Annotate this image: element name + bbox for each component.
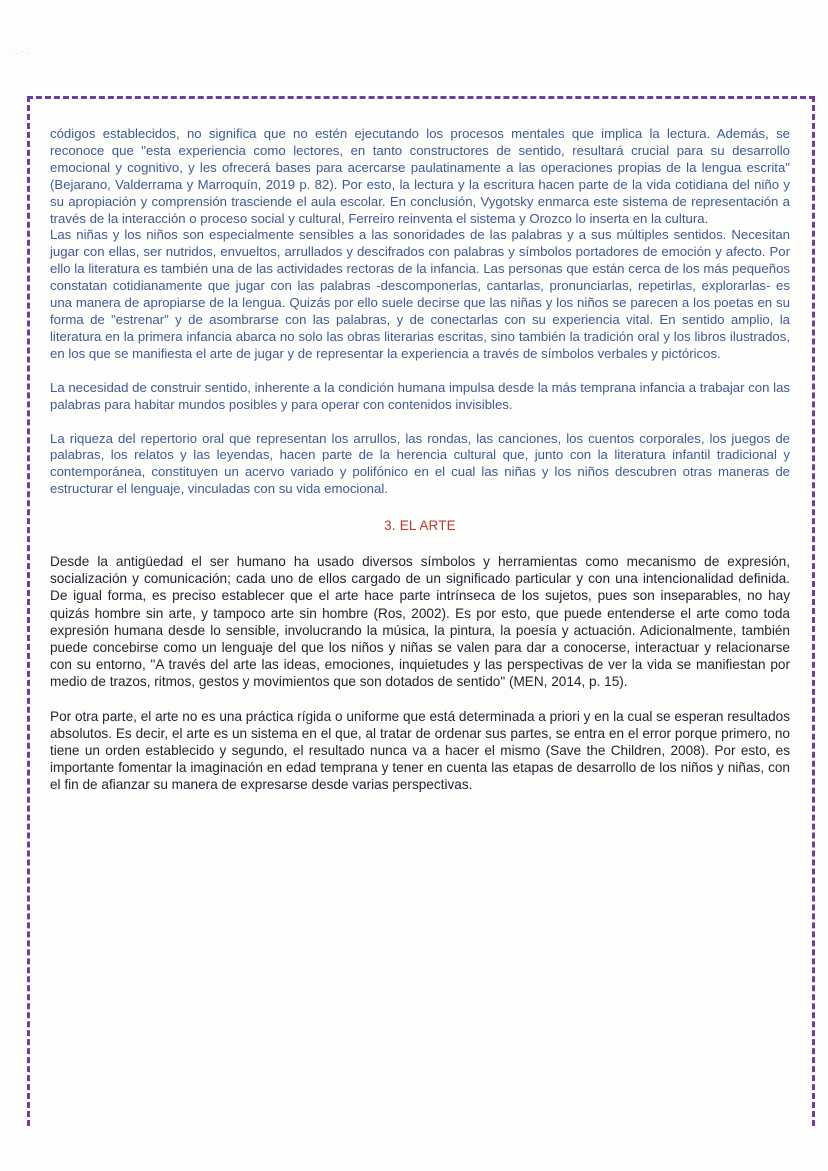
paragraph-children-sensitivity: Las niñas y los niños son especialmente sensibles a las sonoridades de las palabras y a sus múltiples sentidos. Necesitan jugar con ellas, ser nutridos, envueltos, arrullados y descifrados con palabras y símbolos portadores de emoción y afecto. Por ello la literatura es también una de las actividades rectoras de la infancia. Las personas que están cerca de los más pequeños constatan cotidianamente que jugar con las palabras -descomponerlas, cantarlas, pronunciarlas, repetirlas, explorarlas- es una manera de apropiarse de la lengua. Quizás por ello suele decirse que las niñas y los niños se parecen a los poetas en su forma de "estrenar" y de asombrarse con las palabras, y de conectarlas con su experiencia vital. En sentido amplio, la literatura en la primera infancia abarca no solo las obras literarias escritas, sino también la tradición oral y los libros ilustrados, en los que se manifiesta el arte de jugar y de representar la experiencia a través de símbolos verbales y pictóricos. (50, 227, 790, 361)
paragraph-gap (50, 691, 790, 708)
paragraph-art-antiquity: Desde la antigüedad el ser humano ha usado diversos símbolos y herramientas como mecanismo de expresión, socialización y comunicación; cada uno de ellos cargado de un significado particular y con una intencionalidad definida. De igual forma, es preciso establecer que el arte hace parte intrínseca de los sujetos, pues son inseparables, no hay quizás hombre sin arte, y tampoco arte sin hombre (Ros, 2002). Es por esto, que puede entenderse el arte como toda expresión humana desde lo sensible, involucrando la música, la pintura, la poesía y actuación. Adicionalmente, también puede concebirse como un lenguaje del que los niños y niñas se valen para dar a conocerse, interactuar y relacionarse con su entorno, "A través del arte las ideas, emociones, inquietudes y las perspectivas de ver la vida se manifiestan por medio de trazos, ritmos, gestos y movimientos que son dotados de sentido" (MEN, 2014, p. 15). (50, 554, 790, 690)
document-body (50, 126, 790, 794)
paragraph-construct-meaning: La necesidad de construir sentido, inherente a la condición humana impulsa desde la más temprana infancia a trabajar con las palabras para habitar mundos posibles y para operar con contenidos invisibles. (50, 379, 790, 412)
paragraph-art-not-rigid: Por otra parte, el arte no es una práctica rígida o uniforme que está determinada a priori y en la cual se esperan resultados absolutos. Es decir, el arte es un sistema en el que, al tratar de ordenar sus partes, se entra en el error porque primero, no tiene un orden establecido y segundo, el resultado nunca va a hacer el mismo (Save the Children, 2008). Por esto, es importante fomentar la imaginación en edad temprana y tener en cuenta las etapas de desarrollo de los niños y niñas, con el fin de afianzar su manera de expresarse desde varias perspectivas. (50, 708, 790, 793)
paragraph-gap (50, 363, 790, 380)
paragraph-oral-repertoire: La riqueza del repertorio oral que representan los arrullos, las rondas, las canciones, los cuentos corporales, los juegos de palabras, los relatos y las leyendas, hacen parte de la herencia cultural que, junto con la literatura infantil tradicional y contemporánea, constituyen un acervo variado y polifónico en el cual las niñas y los niños descubren otras maneras de estructurar el lenguaje, vinculadas con su vida emocional. (50, 430, 790, 497)
paragraph-reading-codes: códigos establecidos, no significa que no estén ejecutando los procesos mentales que implica la lectura. Además, se reconoce que "esta experiencia como lectores, en tanto constructores de sentido, resultará crucial para su desarrollo emocional y cognitivo, y les ofrecerá bases para acercarse paulatinamente a las operaciones propias de la lengua escrita" (Bejarano, Valderrama y Marroquín, 2019 p. 82). Por esto, la lectura y la escritura hacen parte de la vida cotidiana del niño y su apropiación y comprensión trasciende el aula escolar. En conclusión, Vygotsky enmarca este sistema de representación a través de la interacción o proceso social y cultural, Ferreiro reinventa el sistema y Orozco lo inserta en la cultura. (50, 126, 790, 226)
scan-mark: ⁻ ˉ ⁻ (14, 50, 30, 59)
paragraph-gap (50, 414, 790, 431)
section-heading-el-arte: 3. EL ARTE (384, 518, 456, 534)
